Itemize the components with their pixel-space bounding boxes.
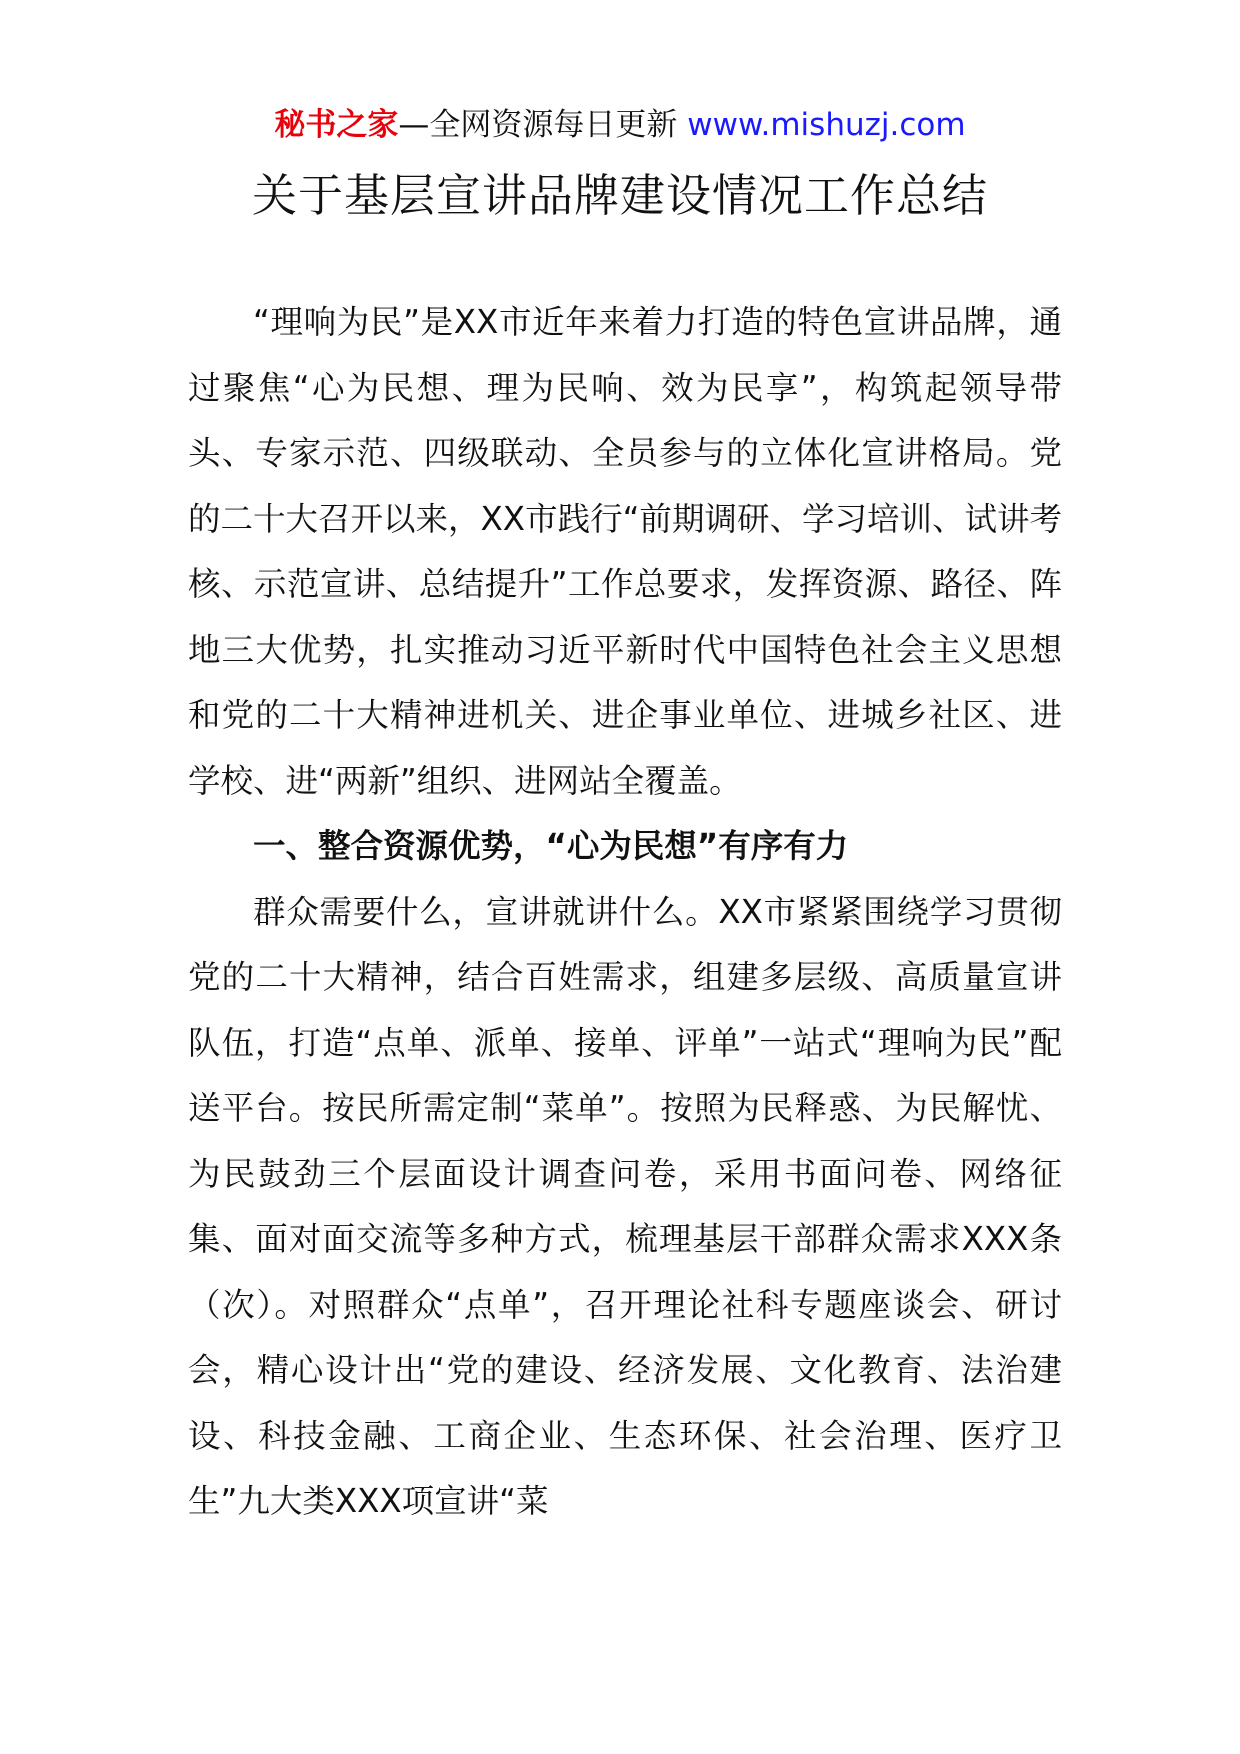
brand-name: 秘书之家 (274, 107, 399, 143)
intro-paragraph: “理响为民”是XX市近年来着力打造的特色宣讲品牌，通过聚焦“心为民想、理为民响、效为民享”，构筑起领导带头、专家示范、四级联动、全员参与的立体化宣讲格局。党的二十大召开以来，XX市践行“前期调研、学习培训、试讲考核、示范宣讲、总结提升”工作总要求，发挥资源、路径、阵地三大优势，扎实推动习近平新时代中国特色社会主义思想和党的二十大精神进机关、进企事业单位、进城乡社区、进学校、进“两新”组织、进网站全覆盖。 (188, 303, 1062, 800)
source-header (0, 104, 1240, 146)
document-title: 关于基层宣讲品牌建设情况工作总结 (251, 169, 988, 222)
brand-slogan: —全网资源每日更新 (398, 107, 678, 143)
document-body (188, 290, 1062, 1535)
website-link[interactable]: www.mishuzj.com (687, 107, 966, 143)
section-heading: 一、整合资源优势，“心为民想”有序有力 (253, 827, 849, 865)
body-paragraph: 群众需要什么，宣讲就讲什么。XX市紧紧围绕学习贯彻党的二十大精神，结合百姓需求，组建多层级、高质量宣讲队伍，打造“点单、派单、接单、评单”一站式“理响为民”配送平台。按民所需定制“菜单”。按照为民释惑、为民解忧、为民鼓劲三个层面设计调查问卷，采用书面问卷、网络征集、面对面交流等多种方式，梳理基层干部群众需求XXX条（次）。对照群众“点单”，召开理论社科专题座谈会、研讨会，精心设计出“党的建设、经济发展、文化教育、法治建设、科技金融、工商企业、生态环保、社会治理、医疗卫生”九大类XXX项宣讲“菜 (188, 892, 1062, 1520)
